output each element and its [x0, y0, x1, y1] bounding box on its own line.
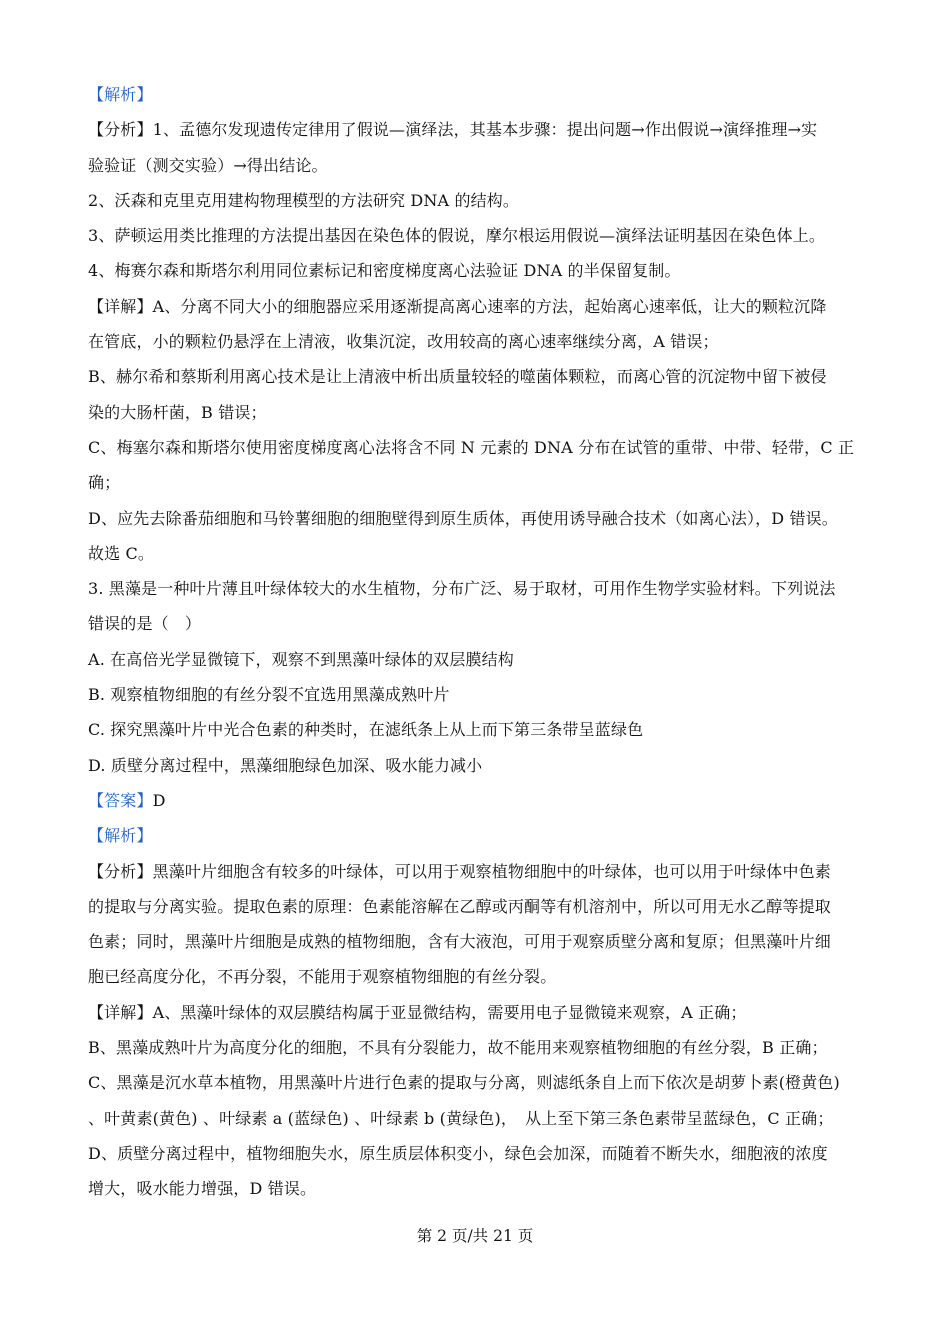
page-footer: 第 2 页/共 21 页 — [416, 1227, 534, 1245]
detail-line-a2: 在管底，小的颗粒仍悬浮在上清液，收集沉淀，改用较高的离心速率继续分离，A 错误； — [88, 332, 719, 352]
detail-line-c1: C、梅塞尔森和斯塔尔使用密度梯度离心法将含不同 N 元素的 DNA 分布在试管的重带、中带、轻带，C 正 — [88, 437, 855, 457]
analysis-line-2: 验验证（测交实验）→得出结论。 — [88, 155, 328, 175]
q3-analysis-line-1 — [88, 854, 868, 889]
q3-detail-text-a: A、黑藻叶绿体的双层膜结构属于亚显微结构，需要用电子显微镜来观察，A 正确； — [152, 1002, 747, 1022]
q3-detail-line-d1: D、质壁分离过程中，植物细胞失水，原生质层体积变小，绿色会加深，而随着不断失水，细胞液的浓度 — [88, 1143, 828, 1163]
jiexi-tag: 【解析】 — [88, 85, 153, 104]
section-heading-jiexi-2 — [88, 818, 868, 853]
detail-line-c2: 确； — [88, 473, 121, 493]
detail-line-b1: B、赫尔希和蔡斯利用离心技术是让上清液中析出质量较轻的噬菌体颗粒，而离心管的沉淀物中留下被侵 — [88, 367, 827, 387]
detail-text-a1: A、分离不同大小的细胞器应采用逐渐提高离心速率的方法，起始离心速率低，让大的颗粒沉降 — [152, 296, 827, 316]
choose-line: 故选 C。 — [88, 543, 155, 563]
detail-line-b2: 染的大肠杆菌，B 错误； — [88, 402, 267, 422]
analysis-line-3: 2、沃森和克里克用建构物理模型的方法研究 DNA 的结构。 — [88, 190, 520, 210]
q3-detail-line-a — [88, 995, 868, 1030]
option-b: B. 观察植物细胞的有丝分裂不宜选用黑藻成熟叶片 — [88, 685, 450, 705]
q3-detail-line-b: B、黑藻成熟叶片为高度分化的细胞，不具有分裂能力，故不能用来观察植物细胞的有丝分裂，B 正确； — [88, 1038, 828, 1058]
q3-analysis-line-3: 色素；同时，黑藻叶片细胞是成熟的植物细胞，含有大液泡，可用于观察质壁分离和复原；但黑藻叶片细 — [88, 932, 831, 952]
option-d: D. 质壁分离过程中，黑藻细胞绿色加深、吸水能力减小 — [88, 755, 483, 775]
detail-line-a1 — [88, 289, 868, 324]
analysis-line-4: 3、萨顿运用类比推理的方法提出基因在染色体的假说，摩尔根运用假说—演绎法证明基因在染色体上。 — [88, 226, 826, 246]
question-3-stem-2: 错误的是（ ） — [88, 614, 202, 634]
q3-detail-line-d2: 增大，吸水能力增强，D 错误。 — [88, 1179, 317, 1199]
answer-tag: 【答案】 — [88, 790, 153, 810]
fenxi-tag: 【分析】 — [88, 120, 153, 140]
xiangjie-tag: 【详解】 — [88, 296, 153, 316]
q3-detail-line-c2: 、叶黄素(黄色) 、叶绿素 a (蓝绿色) 、叶绿素 b (黄绿色)， 从上至下第三条色素带呈蓝绿色，C 正确； — [88, 1108, 834, 1128]
xiangjie-tag-2: 【详解】 — [88, 1002, 153, 1022]
detail-line-d1: D、应先去除番茄细胞和马铃薯细胞的细胞壁得到原生质体，再使用诱导融合技术（如离心法），D 错误。 — [88, 508, 838, 528]
answer-value: D — [152, 790, 166, 810]
option-a: A. 在高倍光学显微镜下，观察不到黑藻叶绿体的双层膜结构 — [88, 649, 514, 669]
jiexi-tag-2: 【解析】 — [88, 826, 153, 846]
q3-detail-line-c1: C、黑藻是沉水草本植物，用黑藻叶片进行色素的提取与分离，则滤纸条自上而下依次是胡萝卜素(橙黄色) — [88, 1073, 840, 1093]
section-heading-jiexi — [88, 77, 868, 112]
analysis-text-1: 1、孟德尔发现遗传定律用了假说—演绎法，其基本步骤：提出问题→作出假说→演绎推理→实 — [152, 120, 818, 140]
analysis-line-5: 4、梅赛尔森和斯塔尔利用同位素标记和密度梯度离心法验证 DNA 的半保留复制。 — [88, 261, 681, 281]
q3-analysis-text-1: 黑藻叶片细胞含有较多的叶绿体，可以用于观察植物细胞中的叶绿体，也可以用于叶绿体中色素 — [152, 861, 831, 881]
fenxi-tag-2: 【分析】 — [88, 861, 153, 881]
q3-analysis-line-4: 胞已经高度分化，不再分裂，不能用于观察植物细胞的有丝分裂。 — [88, 967, 557, 987]
answer-line — [88, 783, 868, 818]
question-3-stem-1: 3. 黑藻是一种叶片薄且叶绿体较大的水生植物，分布广泛、易于取材，可用作生物学实验材料。下列说法 — [88, 579, 836, 599]
q3-analysis-line-2: 的提取与分离实验。提取色素的原理：色素能溶解在乙醇或丙酮等有机溶剂中，所以可用无水乙醇等提取 — [88, 896, 831, 916]
page-content — [88, 77, 868, 1207]
option-c: C. 探究黑藻叶片中光合色素的种类时，在滤纸条上从上而下第三条带呈蓝绿色 — [88, 720, 644, 740]
analysis-line-1 — [88, 112, 868, 147]
